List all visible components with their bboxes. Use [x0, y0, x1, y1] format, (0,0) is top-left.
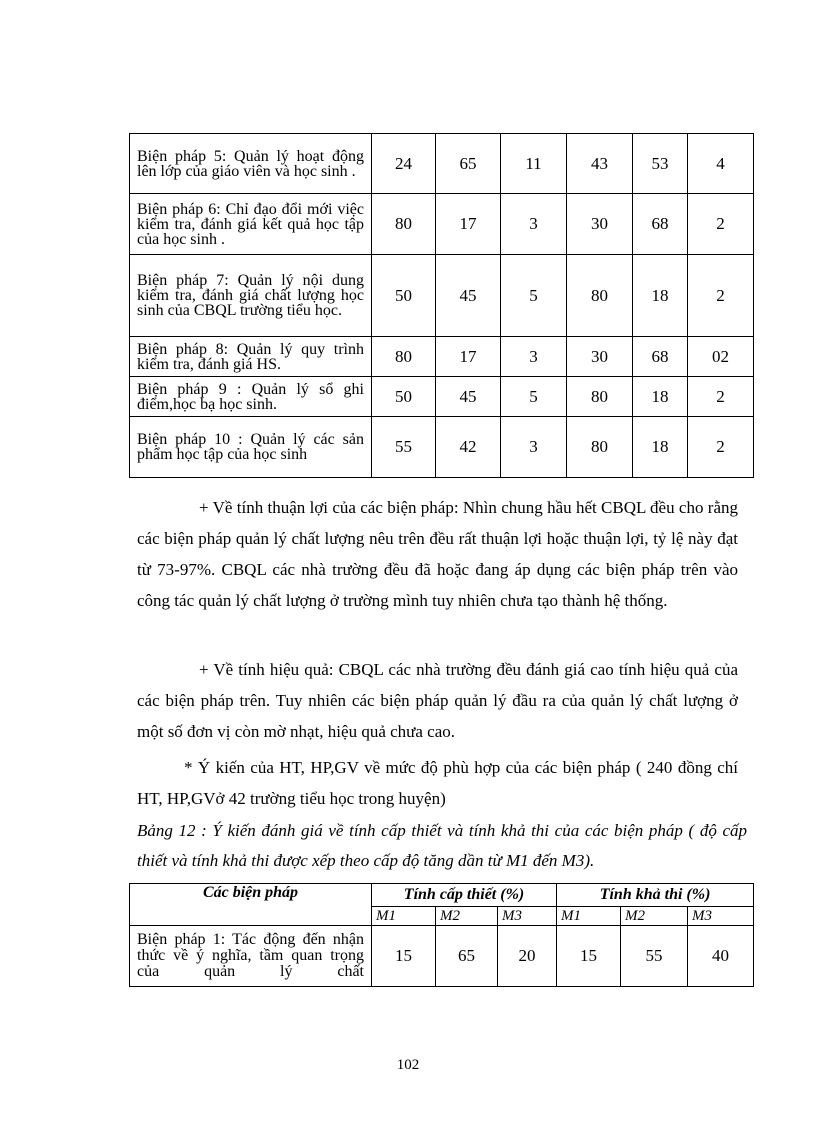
column-header-measures: Các biện pháp [130, 884, 372, 926]
table-cell: 45 [436, 255, 501, 337]
table-cell: 18 [633, 417, 688, 478]
measures-table-continued [129, 133, 754, 478]
measure-label: Biện pháp 1: Tác động đến nhận thức về ý nghĩa, tầm quan trọng của quản lý chất [130, 926, 372, 987]
table-cell: 5 [501, 255, 567, 337]
table-caption: Bảng 12 : Ý kiến đánh giá về tính cấp thiết và tính khả thi của các biện pháp ( độ cấp thiết và tính khả thi được xếp theo cấp độ tăng dần từ M1 đến M3). [137, 821, 747, 870]
table-cell: 80 [567, 255, 633, 337]
table-cell: 55 [372, 417, 436, 478]
table-cell: 42 [436, 417, 501, 478]
page-number: 102 [396, 1057, 420, 1073]
table-cell: 18 [633, 377, 688, 417]
table-header-row [130, 884, 754, 907]
table-cell: 17 [436, 194, 501, 255]
table-row [130, 337, 754, 377]
table-cell: 50 [372, 255, 436, 337]
paragraph-convenience: + Về tính thuận lợi của các biện pháp: Nhìn chung hầu hết CBQL đều cho rằng các biện pháp quản lý chất lượng nêu trên đều rất thuận lợi hoặc thuận lợi, tỷ lệ này đạt từ 73-97%. CBQL các nhà trường đều đã hoặc đang áp dụng các biện pháp trên vào công tác quản lý chất lượng ở trường mình tuy nhiên chưa tạo thành hệ thống. [137, 498, 738, 610]
table-cell: 65 [436, 926, 498, 987]
level-header: M1 [557, 907, 621, 926]
measure-label: Biện pháp 7: Quản lý nội dung kiểm tra, đánh giá chất lượng học sinh của CBQL trường tiểu học. [130, 255, 372, 337]
table-cell: 53 [633, 134, 688, 194]
table-cell: 24 [372, 134, 436, 194]
table-cell: 2 [688, 194, 754, 255]
table-cell: 43 [567, 134, 633, 194]
column-header-feasibility: Tính khả thi (%) [557, 884, 754, 907]
measure-label: Biện pháp 9 : Quản lý sổ ghi điểm,học bạ học sinh. [130, 377, 372, 417]
level-header: M2 [621, 907, 688, 926]
measure-label: Biện pháp 10 : Quản lý các sản phẩm học tập của học sinh [130, 417, 372, 478]
table-cell: 65 [436, 134, 501, 194]
table-row [130, 134, 754, 194]
measure-label: Biện pháp 5: Quản lý hoạt động lên lớp của giáo viên và học sinh . [130, 134, 372, 194]
level-header: M3 [688, 907, 754, 926]
level-header: M3 [498, 907, 557, 926]
table-cell: 45 [436, 377, 501, 417]
table-cell: 30 [567, 194, 633, 255]
table-cell: 40 [688, 926, 754, 987]
table-cell: 5 [501, 377, 567, 417]
necessity-feasibility-table [129, 883, 754, 987]
table-cell: 50 [372, 377, 436, 417]
table-cell: 3 [501, 337, 567, 377]
table-cell: 18 [633, 255, 688, 337]
table-cell: 15 [557, 926, 621, 987]
paragraph-effectiveness: + Về tính hiệu quả: CBQL các nhà trường đều đánh giá cao tính hiệu quả của các biện pháp trên. Tuy nhiên các biện pháp quản lý đầu ra của quản lý chất lượng ở một số đơn vị còn mờ nhạt, hiệu quả chưa cao. [137, 660, 738, 741]
table-cell: 68 [633, 194, 688, 255]
table-cell: 20 [498, 926, 557, 987]
table-row [130, 255, 754, 337]
table-cell: 2 [688, 377, 754, 417]
table-cell: 80 [567, 417, 633, 478]
table-cell: 3 [501, 194, 567, 255]
table-cell: 80 [567, 377, 633, 417]
table-cell: 02 [688, 337, 754, 377]
table-cell: 30 [567, 337, 633, 377]
table-cell: 2 [688, 255, 754, 337]
table-cell: 4 [688, 134, 754, 194]
table-cell: 11 [501, 134, 567, 194]
table-row [130, 926, 754, 987]
table-cell: 80 [372, 194, 436, 255]
table-cell: 55 [621, 926, 688, 987]
column-header-necessity: Tính cấp thiết (%) [372, 884, 557, 907]
measure-label: Biện pháp 6: Chỉ đạo đổi mới việc kiểm tra, đánh giá kết quả học tập của học sinh . [130, 194, 372, 255]
table-row [130, 377, 754, 417]
table-cell: 15 [372, 926, 436, 987]
measure-label: Biện pháp 8: Quản lý quy trình kiểm tra, đánh giá HS. [130, 337, 372, 377]
table-cell: 80 [372, 337, 436, 377]
level-header: M2 [436, 907, 498, 926]
table-cell: 68 [633, 337, 688, 377]
table-cell: 2 [688, 417, 754, 478]
table-row [130, 194, 754, 255]
table-cell: 3 [501, 417, 567, 478]
level-header: M1 [372, 907, 436, 926]
paragraph-opinion: * Ý kiến của HT, HP,GV về mức độ phù hợp của các biện pháp ( 240 đồng chí HT, HP,GVở 42 trường tiểu học trong huyện) [137, 758, 738, 808]
table-cell: 17 [436, 337, 501, 377]
table-row [130, 417, 754, 478]
